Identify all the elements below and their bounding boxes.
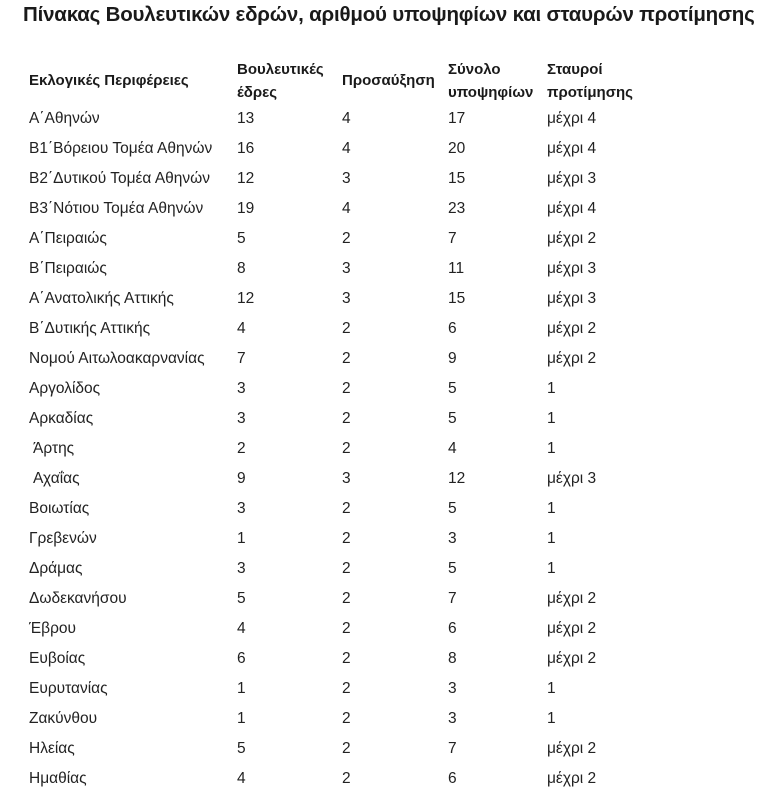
cell-seats: 3: [237, 560, 246, 577]
header-increase-label: Προσαύξηση: [342, 72, 435, 89]
table-row: [26, 734, 654, 764]
header-seats: [234, 55, 339, 104]
cell-crosses: μέχρι 4: [547, 110, 597, 127]
table-row: [26, 314, 654, 344]
cell-increase: 2: [342, 500, 351, 517]
header-crosses-line2: προτίμησης: [547, 83, 633, 101]
cell-crosses: μέχρι 2: [547, 350, 597, 367]
cell-crosses: μέχρι 4: [547, 140, 597, 157]
cell-increase: 2: [342, 440, 351, 457]
cell-increase: 3: [342, 170, 351, 187]
cell-total: 3: [448, 680, 457, 697]
cell-crosses: 1: [547, 530, 556, 547]
cell-seats: 19: [237, 200, 255, 217]
cell-region: Δωδεκανήσου: [29, 590, 127, 607]
table-row: [26, 554, 654, 584]
cell-region: Βοιωτίας: [29, 500, 90, 517]
seats-table: [26, 55, 654, 794]
cell-seats: 4: [237, 620, 246, 637]
cell-crosses: 1: [547, 410, 556, 427]
cell-increase: 4: [342, 200, 351, 217]
table-row: [26, 254, 654, 284]
cell-crosses: μέχρι 2: [547, 230, 597, 247]
cell-seats: 5: [237, 740, 246, 757]
cell-region: Β΄Πειραιώς: [29, 260, 107, 277]
cell-crosses: 1: [547, 500, 556, 517]
cell-crosses: μέχρι 3: [547, 170, 597, 187]
cell-increase: 2: [342, 680, 351, 697]
cell-seats: 5: [237, 590, 246, 607]
cell-increase: 2: [342, 710, 351, 727]
cell-total: 8: [448, 650, 457, 667]
cell-total: 4: [448, 440, 457, 457]
table-row: [26, 524, 654, 554]
cell-total: 11: [448, 260, 465, 277]
cell-crosses: μέχρι 2: [547, 590, 597, 607]
cell-total: 3: [448, 710, 457, 727]
cell-region: Έβρου: [29, 620, 76, 637]
cell-seats: 3: [237, 500, 246, 517]
cell-region: Δράμας: [29, 560, 83, 577]
cell-increase: 2: [342, 560, 351, 577]
cell-total: 9: [448, 350, 457, 367]
cell-seats: 1: [237, 530, 246, 547]
cell-total: 7: [448, 740, 457, 757]
header-increase: [339, 55, 445, 104]
cell-region: Άρτης: [33, 440, 75, 457]
cell-crosses: μέχρι 3: [547, 470, 597, 487]
page-title: Πίνακας Βουλευτικών εδρών, αριθμού υποψηφίων και σταυρών προτίμησης: [23, 3, 755, 26]
cell-increase: 2: [342, 650, 351, 667]
cell-increase: 2: [342, 380, 351, 397]
header-region: [26, 55, 234, 104]
cell-crosses: μέχρι 3: [547, 290, 597, 307]
table-row: [26, 644, 654, 674]
cell-crosses: μέχρι 4: [547, 200, 597, 217]
cell-region: Β2΄Δυτικού Τομέα Αθηνών: [29, 170, 211, 187]
cell-seats: 12: [237, 170, 255, 187]
table-row: [26, 434, 654, 464]
header-row: [26, 55, 654, 104]
cell-crosses: μέχρι 2: [547, 740, 597, 757]
table-row: [26, 164, 654, 194]
cell-seats: 4: [237, 770, 246, 787]
cell-total: 23: [448, 200, 466, 217]
header-seats-line1: Βουλευτικές: [237, 60, 324, 78]
cell-region: Ηλείας: [29, 740, 75, 757]
cell-seats: 4: [237, 320, 246, 337]
cell-total: 15: [448, 170, 466, 187]
table-row: [26, 284, 654, 314]
cell-seats: 6: [237, 650, 246, 667]
cell-total: 20: [448, 140, 466, 157]
cell-total: 15: [448, 290, 466, 307]
cell-total: 17: [448, 110, 466, 127]
cell-total: 5: [448, 560, 457, 577]
cell-seats: 13: [237, 110, 255, 127]
cell-increase: 3: [342, 260, 351, 277]
table-row: [26, 134, 654, 164]
cell-total: 5: [448, 500, 457, 517]
cell-region: Ευρυτανίας: [29, 680, 108, 697]
table-header: [26, 55, 654, 104]
table-row: [26, 404, 654, 434]
cell-seats: 12: [237, 290, 255, 307]
cell-crosses: 1: [547, 560, 556, 577]
cell-increase: 4: [342, 110, 351, 127]
cell-region: Α΄Ανατολικής Αττικής: [29, 290, 174, 307]
cell-region: Ημαθίας: [29, 770, 87, 787]
cell-region: Β΄Δυτικής Αττικής: [29, 320, 151, 337]
cell-region: Γρεβενών: [29, 530, 97, 547]
cell-total: 12: [448, 470, 466, 487]
cell-crosses: μέχρι 2: [547, 650, 597, 667]
cell-region: Β1΄Βόρειου Τομέα Αθηνών: [29, 140, 213, 157]
header-crosses-line1: Σταυροί: [547, 60, 603, 78]
cell-crosses: 1: [547, 380, 556, 397]
cell-region: Β3΄Νότιου Τομέα Αθηνών: [29, 200, 204, 217]
cell-region: Αρκαδίας: [29, 410, 94, 427]
cell-total: 7: [448, 230, 457, 247]
cell-increase: 2: [342, 740, 351, 757]
cell-total: 6: [448, 620, 457, 637]
cell-crosses: 1: [547, 440, 556, 457]
header-total-line1: Σύνολο: [448, 60, 501, 78]
cell-increase: 2: [342, 620, 351, 637]
header-total-line2: υποψηφίων: [448, 83, 534, 101]
cell-seats: 3: [237, 410, 246, 427]
cell-region: Α΄Αθηνών: [29, 110, 100, 127]
cell-total: 6: [448, 320, 457, 337]
cell-region: Ευβοίας: [29, 650, 86, 667]
cell-seats: 7: [237, 350, 246, 367]
cell-increase: 2: [342, 410, 351, 427]
cell-total: 6: [448, 770, 457, 787]
cell-region: Αργολίδος: [29, 380, 101, 397]
table-row: [26, 464, 654, 494]
header-region-label: Εκλογικές Περιφέρειες: [29, 72, 189, 89]
cell-increase: 4: [342, 140, 351, 157]
cell-region: Α΄Πειραιώς: [29, 230, 107, 247]
table-row: [26, 344, 654, 374]
header-total: [445, 55, 544, 104]
table-row: [26, 224, 654, 254]
header-seats-line2: έδρες: [237, 83, 278, 101]
table-row: [26, 494, 654, 524]
table-row: [26, 104, 654, 134]
cell-seats: 9: [237, 470, 246, 487]
cell-increase: 2: [342, 350, 351, 367]
cell-crosses: μέχρι 2: [547, 770, 597, 787]
table-row: [26, 614, 654, 644]
cell-crosses: μέχρι 2: [547, 620, 597, 637]
cell-seats: 3: [237, 380, 246, 397]
cell-increase: 2: [342, 530, 351, 547]
cell-total: 3: [448, 530, 457, 547]
cell-seats: 8: [237, 260, 246, 277]
cell-total: 5: [448, 410, 457, 427]
table-body: [26, 104, 654, 794]
cell-seats: 1: [237, 680, 246, 697]
table-row: [26, 674, 654, 704]
table-row: [26, 374, 654, 404]
table-row: [26, 764, 654, 794]
cell-seats: 16: [237, 140, 255, 157]
cell-crosses: μέχρι 3: [547, 260, 597, 277]
cell-seats: 2: [237, 440, 246, 457]
cell-increase: 2: [342, 770, 351, 787]
cell-increase: 2: [342, 590, 351, 607]
table-row: [26, 194, 654, 224]
cell-region: Αχαΐας: [33, 470, 80, 487]
header-crosses: [544, 55, 654, 104]
cell-increase: 3: [342, 470, 351, 487]
cell-region: Ζακύνθου: [29, 710, 98, 727]
cell-increase: 3: [342, 290, 351, 307]
cell-seats: 1: [237, 710, 246, 727]
cell-crosses: 1: [547, 710, 556, 727]
cell-total: 5: [448, 380, 457, 397]
cell-increase: 2: [342, 230, 351, 247]
table-row: [26, 704, 654, 734]
cell-crosses: μέχρι 2: [547, 320, 597, 337]
table-row: [26, 584, 654, 614]
cell-seats: 5: [237, 230, 246, 247]
cell-increase: 2: [342, 320, 351, 337]
cell-total: 7: [448, 590, 457, 607]
cell-region: Νομού Αιτωλοακαρνανίας: [29, 350, 205, 367]
cell-crosses: 1: [547, 680, 556, 697]
